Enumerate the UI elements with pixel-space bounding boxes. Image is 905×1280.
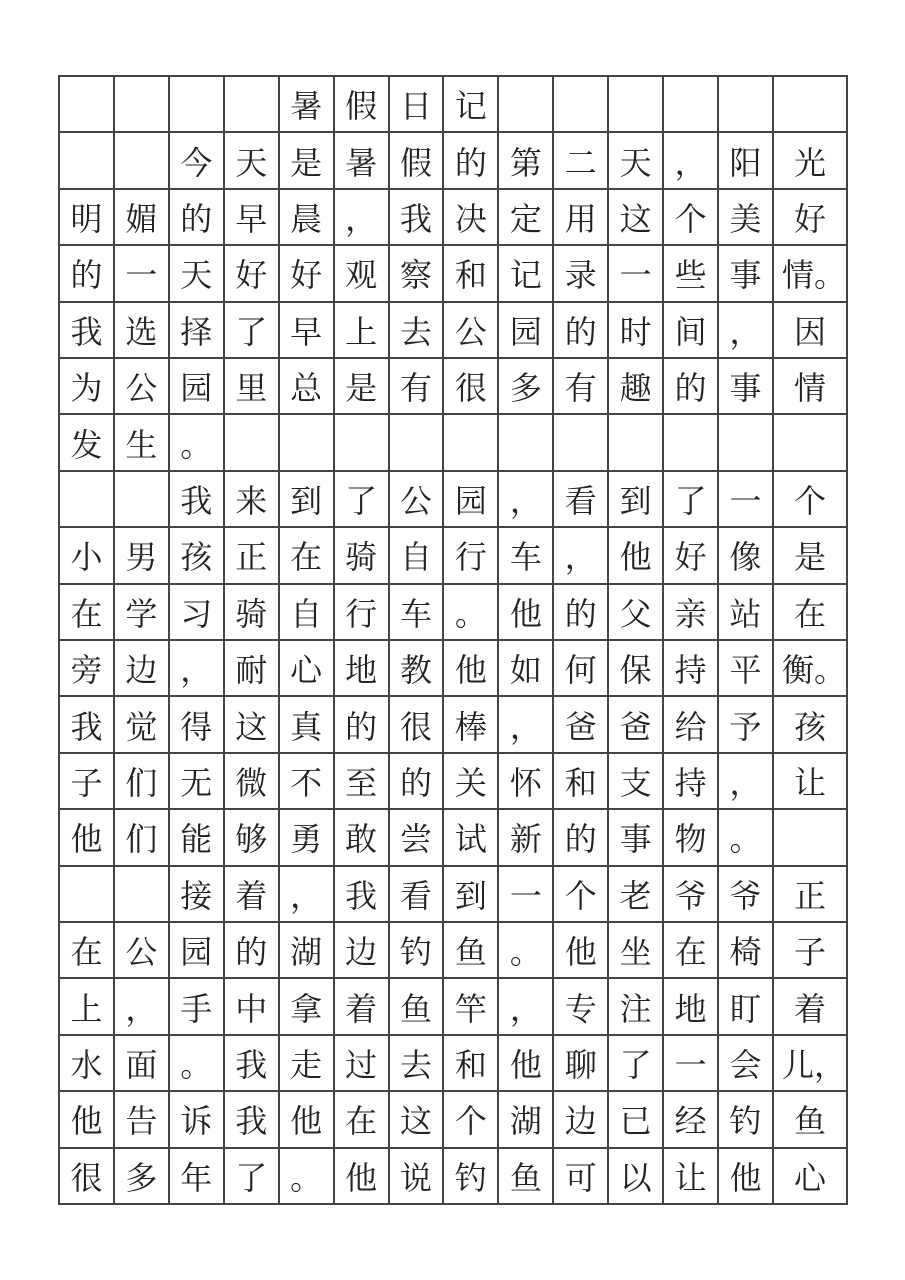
character-cell: 车 [390, 585, 445, 641]
character-cell: 到 [280, 472, 335, 528]
character-cell: 我 [390, 190, 445, 246]
character-cell: 这 [609, 190, 664, 246]
character-cell: 个 [774, 472, 848, 528]
character-cell [774, 77, 848, 133]
character-cell: 生 [115, 415, 170, 471]
character-cell: 能 [170, 810, 225, 866]
character-cell: ， [115, 979, 170, 1035]
character-cell: 拿 [280, 979, 335, 1035]
character-cell: 着 [225, 867, 280, 923]
character-cell [115, 472, 170, 528]
character-cell: 在 [60, 585, 115, 641]
character-cell: 时 [609, 303, 664, 359]
character-cell: 在 [664, 923, 719, 979]
character-cell [280, 415, 335, 471]
character-cell: 我 [225, 1092, 280, 1148]
character-cell: 走 [280, 1036, 335, 1092]
character-cell: 鱼 [774, 1092, 848, 1148]
character-cell: 一 [664, 1036, 719, 1092]
character-cell: 敢 [335, 810, 390, 866]
character-cell: 看 [390, 867, 445, 923]
character-cell: 和 [444, 1036, 499, 1092]
character-cell: 像 [719, 528, 774, 584]
character-cell: 的 [60, 246, 115, 302]
character-cell: 到 [444, 867, 499, 923]
character-cell: 他 [609, 528, 664, 584]
character-cell: 微 [225, 754, 280, 810]
character-cell: 的 [390, 754, 445, 810]
character-cell [115, 77, 170, 133]
character-cell: 了 [335, 472, 390, 528]
character-cell: 好 [280, 246, 335, 302]
character-cell: 棒 [444, 697, 499, 753]
character-cell: 专 [554, 979, 609, 1035]
character-cell: 早 [280, 303, 335, 359]
character-cell: 些 [664, 246, 719, 302]
character-cell: 了 [225, 303, 280, 359]
character-cell: 一 [115, 246, 170, 302]
character-cell: 平 [719, 641, 774, 697]
character-cell: 很 [60, 1149, 115, 1205]
character-cell: 给 [664, 697, 719, 753]
character-cell: 选 [115, 303, 170, 359]
character-cell: 里 [225, 359, 280, 415]
character-cell: 行 [335, 585, 390, 641]
character-cell: 明 [60, 190, 115, 246]
character-cell: 旁 [60, 641, 115, 697]
character-cell [60, 77, 115, 133]
character-cell: 手 [170, 979, 225, 1035]
character-cell: 决 [444, 190, 499, 246]
character-cell: 学 [115, 585, 170, 641]
character-cell: 去 [390, 1036, 445, 1092]
character-cell: 择 [170, 303, 225, 359]
character-cell: 阳 [719, 133, 774, 189]
character-cell: 心 [280, 641, 335, 697]
character-cell: 不 [280, 754, 335, 810]
character-cell: 的 [335, 697, 390, 753]
character-cell: 个 [444, 1092, 499, 1148]
character-cell: 教 [390, 641, 445, 697]
character-cell: 正 [225, 528, 280, 584]
character-cell [335, 415, 390, 471]
writing-grid-paper [58, 75, 848, 1205]
character-cell: 公 [115, 923, 170, 979]
character-cell: 情 [774, 359, 848, 415]
character-cell: 小 [60, 528, 115, 584]
character-cell: 尝 [390, 810, 445, 866]
character-cell: 会 [719, 1036, 774, 1092]
character-cell: 他 [499, 1036, 554, 1092]
character-cell: 习 [170, 585, 225, 641]
character-cell: 以 [609, 1149, 664, 1205]
character-cell: 们 [115, 754, 170, 810]
character-cell: 发 [60, 415, 115, 471]
character-cell: 面 [115, 1036, 170, 1092]
character-cell: 天 [609, 133, 664, 189]
character-cell: 予 [719, 697, 774, 753]
character-cell: 二 [554, 133, 609, 189]
character-cell: 第 [499, 133, 554, 189]
character-cell: 行 [444, 528, 499, 584]
character-cell: 。 [719, 810, 774, 866]
character-cell: 的 [664, 359, 719, 415]
character-cell: 说 [390, 1149, 445, 1205]
character-cell: 。 [444, 585, 499, 641]
character-cell: 的 [225, 923, 280, 979]
character-cell: 诉 [170, 1092, 225, 1148]
character-cell: 可 [554, 1149, 609, 1205]
character-cell: 是 [280, 133, 335, 189]
title-character-cell: 假 [335, 77, 390, 133]
character-cell: 他 [554, 923, 609, 979]
character-cell: 公 [390, 472, 445, 528]
character-cell: 湖 [499, 1092, 554, 1148]
character-cell: 我 [170, 472, 225, 528]
character-cell: 湖 [280, 923, 335, 979]
character-cell: 媚 [115, 190, 170, 246]
character-cell: ， [664, 133, 719, 189]
character-cell [609, 415, 664, 471]
character-cell: 他 [335, 1149, 390, 1205]
character-cell: 的 [444, 133, 499, 189]
character-cell [390, 415, 445, 471]
character-cell: 水 [60, 1036, 115, 1092]
character-cell: 孩 [774, 697, 848, 753]
character-cell: 骑 [225, 585, 280, 641]
character-cell: 地 [335, 641, 390, 697]
character-cell: 自 [280, 585, 335, 641]
character-cell: 多 [499, 359, 554, 415]
character-cell: 物 [664, 810, 719, 866]
character-cell: 天 [170, 246, 225, 302]
character-cell: ， [554, 528, 609, 584]
character-cell [664, 77, 719, 133]
character-cell: 何 [554, 641, 609, 697]
character-cell: 边 [335, 923, 390, 979]
title-character-cell: 暑 [280, 77, 335, 133]
character-cell: 到 [609, 472, 664, 528]
character-cell: 个 [554, 867, 609, 923]
character-cell: 正 [774, 867, 848, 923]
character-cell: 经 [664, 1092, 719, 1148]
character-cell: 他 [60, 810, 115, 866]
character-cell: 暑 [335, 133, 390, 189]
character-cell: 假 [390, 133, 445, 189]
character-cell: 心 [774, 1149, 848, 1205]
character-cell: 我 [60, 303, 115, 359]
character-cell: 美 [719, 190, 774, 246]
character-cell: 盯 [719, 979, 774, 1035]
character-cell: 钓 [390, 923, 445, 979]
character-cell: 的 [554, 810, 609, 866]
character-cell: 持 [664, 641, 719, 697]
character-cell [719, 77, 774, 133]
character-cell: 的 [170, 190, 225, 246]
character-cell [115, 867, 170, 923]
character-cell: 钓 [444, 1149, 499, 1205]
character-cell: 我 [335, 867, 390, 923]
character-cell: 男 [115, 528, 170, 584]
character-cell: 试 [444, 810, 499, 866]
character-cell [225, 415, 280, 471]
character-cell: 接 [170, 867, 225, 923]
character-cell: ， [499, 979, 554, 1035]
character-cell: 事 [719, 359, 774, 415]
character-cell: 椅 [719, 923, 774, 979]
character-cell: 够 [225, 810, 280, 866]
character-cell: 父 [609, 585, 664, 641]
character-cell: 爸 [554, 697, 609, 753]
character-cell [60, 133, 115, 189]
character-cell [60, 472, 115, 528]
character-cell: 着 [335, 979, 390, 1035]
character-cell: 是 [335, 359, 390, 415]
character-cell: 让 [664, 1149, 719, 1205]
character-cell: 园 [499, 303, 554, 359]
character-cell: 在 [335, 1092, 390, 1148]
character-cell: 儿， [774, 1036, 848, 1092]
character-cell: 记 [499, 246, 554, 302]
character-cell: 有 [390, 359, 445, 415]
character-cell: 有 [554, 359, 609, 415]
character-cell: 鱼 [390, 979, 445, 1035]
character-cell: 地 [664, 979, 719, 1035]
character-cell: 坐 [609, 923, 664, 979]
character-cell: 去 [390, 303, 445, 359]
character-cell: 支 [609, 754, 664, 810]
character-cell [609, 77, 664, 133]
character-cell: 我 [60, 697, 115, 753]
character-cell: 和 [444, 246, 499, 302]
character-cell: 事 [609, 810, 664, 866]
character-cell: 好 [664, 528, 719, 584]
character-cell: 园 [444, 472, 499, 528]
character-cell: 光 [774, 133, 848, 189]
character-cell [499, 415, 554, 471]
character-cell: 的 [554, 585, 609, 641]
character-cell: ， [170, 641, 225, 697]
character-cell: 为 [60, 359, 115, 415]
character-cell: 保 [609, 641, 664, 697]
character-cell: 。 [280, 1149, 335, 1205]
character-cell: 怀 [499, 754, 554, 810]
character-cell: 爷 [664, 867, 719, 923]
character-cell: 鱼 [444, 923, 499, 979]
character-cell: 边 [554, 1092, 609, 1148]
character-cell: 因 [774, 303, 848, 359]
character-cell: 情。 [774, 246, 848, 302]
character-cell: 园 [170, 359, 225, 415]
character-cell: 公 [444, 303, 499, 359]
character-cell: 上 [335, 303, 390, 359]
character-cell: 在 [60, 923, 115, 979]
character-cell: 来 [225, 472, 280, 528]
character-cell [774, 810, 848, 866]
character-cell: 天 [225, 133, 280, 189]
character-cell: 觉 [115, 697, 170, 753]
character-cell [170, 77, 225, 133]
character-cell: 钓 [719, 1092, 774, 1148]
character-cell: 的 [554, 303, 609, 359]
character-cell [60, 867, 115, 923]
character-cell: 如 [499, 641, 554, 697]
character-cell: 看 [554, 472, 609, 528]
character-cell: 园 [170, 923, 225, 979]
character-cell: 了 [609, 1036, 664, 1092]
character-cell: 好 [774, 190, 848, 246]
character-cell: 他 [60, 1092, 115, 1148]
title-character-cell: 日 [390, 77, 445, 133]
character-cell [664, 415, 719, 471]
character-cell: 中 [225, 979, 280, 1035]
character-cell: ， [335, 190, 390, 246]
character-cell: 爸 [609, 697, 664, 753]
character-cell: 亲 [664, 585, 719, 641]
character-cell: 事 [719, 246, 774, 302]
character-cell [225, 77, 280, 133]
character-cell: ， [499, 697, 554, 753]
character-cell: ， [280, 867, 335, 923]
character-cell [554, 415, 609, 471]
character-cell: 公 [115, 359, 170, 415]
character-cell: 已 [609, 1092, 664, 1148]
character-cell [719, 415, 774, 471]
character-cell: 耐 [225, 641, 280, 697]
character-cell: 得 [170, 697, 225, 753]
character-cell: 年 [170, 1149, 225, 1205]
character-cell: 观 [335, 246, 390, 302]
character-cell: 勇 [280, 810, 335, 866]
character-cell: 让 [774, 754, 848, 810]
character-cell: 自 [390, 528, 445, 584]
character-cell: 间 [664, 303, 719, 359]
character-cell: 今 [170, 133, 225, 189]
character-cell: 告 [115, 1092, 170, 1148]
character-cell [554, 77, 609, 133]
character-cell: 。 [170, 1036, 225, 1092]
character-cell: 好 [225, 246, 280, 302]
character-cell: 我 [225, 1036, 280, 1092]
character-cell [115, 133, 170, 189]
character-cell: 用 [554, 190, 609, 246]
character-cell: 一 [499, 867, 554, 923]
character-cell: 过 [335, 1036, 390, 1092]
character-cell: 他 [444, 641, 499, 697]
character-cell: 他 [499, 585, 554, 641]
character-cell [499, 77, 554, 133]
character-cell: 注 [609, 979, 664, 1035]
character-cell: 老 [609, 867, 664, 923]
character-cell: 子 [60, 754, 115, 810]
character-cell: 无 [170, 754, 225, 810]
character-cell: ， [719, 754, 774, 810]
character-cell: 聊 [554, 1036, 609, 1092]
character-cell [774, 415, 848, 471]
character-cell: 这 [390, 1092, 445, 1148]
character-cell: 们 [115, 810, 170, 866]
character-cell: 爷 [719, 867, 774, 923]
character-cell: 持 [664, 754, 719, 810]
character-cell: 骑 [335, 528, 390, 584]
character-cell: 一 [609, 246, 664, 302]
character-cell: 在 [280, 528, 335, 584]
character-cell: 车 [499, 528, 554, 584]
character-cell: 一 [719, 472, 774, 528]
character-cell: 。 [499, 923, 554, 979]
character-cell: 个 [664, 190, 719, 246]
character-cell [444, 415, 499, 471]
character-cell: 边 [115, 641, 170, 697]
character-cell: 和 [554, 754, 609, 810]
character-cell: 定 [499, 190, 554, 246]
character-cell: 很 [390, 697, 445, 753]
character-cell: 在 [774, 585, 848, 641]
character-cell: 新 [499, 810, 554, 866]
character-cell: 录 [554, 246, 609, 302]
character-cell: 至 [335, 754, 390, 810]
character-cell: 上 [60, 979, 115, 1035]
character-cell: 孩 [170, 528, 225, 584]
character-cell: 早 [225, 190, 280, 246]
character-cell: 总 [280, 359, 335, 415]
character-cell: 他 [280, 1092, 335, 1148]
character-cell: 是 [774, 528, 848, 584]
character-cell: 晨 [280, 190, 335, 246]
character-cell: ， [499, 472, 554, 528]
character-cell: 趣 [609, 359, 664, 415]
character-cell: 多 [115, 1149, 170, 1205]
character-cell: 了 [225, 1149, 280, 1205]
character-cell: 。 [170, 415, 225, 471]
character-cell: 关 [444, 754, 499, 810]
character-cell: 衡。 [774, 641, 848, 697]
title-character-cell: 记 [444, 77, 499, 133]
character-cell: 站 [719, 585, 774, 641]
character-cell: 子 [774, 923, 848, 979]
character-cell: 他 [719, 1149, 774, 1205]
character-cell: 这 [225, 697, 280, 753]
character-cell: 真 [280, 697, 335, 753]
character-cell: 着 [774, 979, 848, 1035]
character-cell: 很 [444, 359, 499, 415]
character-cell: 鱼 [499, 1149, 554, 1205]
character-cell: 竿 [444, 979, 499, 1035]
character-cell: 察 [390, 246, 445, 302]
character-cell: 了 [664, 472, 719, 528]
character-cell: ， [719, 303, 774, 359]
